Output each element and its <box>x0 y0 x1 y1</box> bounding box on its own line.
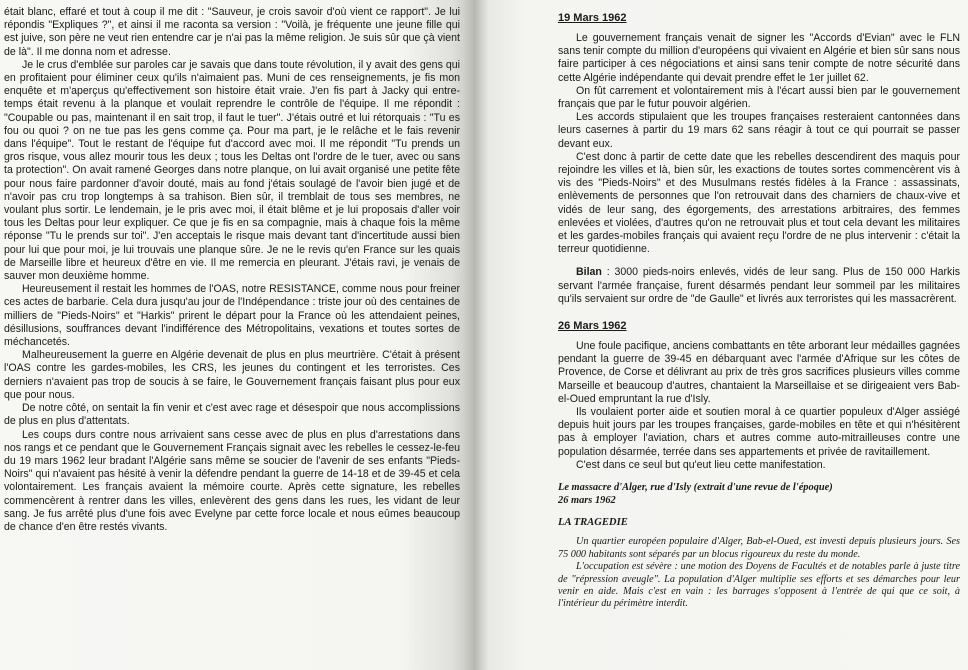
left-page <box>0 0 470 670</box>
left-paragraph-2: Je le crus d'emblée sur paroles car je savais que dans toute révolution, il y avait des gens qui en profitaient pour éliminer ceux qu'ils n'aimaient pas. Muni de ces renseignements, je fis mon enquête et m'aperçus qu'effectivement son histoire était vraie. J'en fis part à Jacky qui entre-temps était revenu à la planque et voulait reprendre le contrôle de l'équipe. Il me répondit : "Coupable ou pas, maintenant il en sait trop, il faut le tuer". J'étais outré et lui rétorquais : "Tu es fou ou quoi ? on ne tue pas les gens comme ça. Pour ma part, je le relâche et le fais revenir dans l'équipe". Tout le restant de l'équipe fut d'accord avec moi. Il me répondit "Tu prends un gros risque, vous allez mourir tous les deux ; tous les Deltas ont l'ordre de le tuer, avec ou sans ta protection". On avait ramené Georges dans notre planque, on lui avait organisé une petite fête pour nous faire pardonner d'avoir douté, mais au fond j'étais soulagé de l'avoir bien jugé et de n'avoir pas cru trop longtemps à sa trahison. Bien sûr, il tremblait de tous ses membres, ne voulant plus sortir. Le lendemain, je le pris avec moi, il était blême et je lui proposais d'aller voir tous les Deltas pour leur expliquer. Ce que je fis en sa compagnie, mais à chaque fois la même réponse "Tu le prends sur toi". J'en acceptais le risque mais devant tant d'incertitude aussi bien pour lui que pour moi, je lui trouvais une planque sûre. Je ne le revis qu'en France sur les quais de Marseille libre et heureux d'être en vie. Il me remercia en pleurant. J'étais ravi, je venais de sauver mon deuxième homme. <box>4 58 460 283</box>
extract-paragraph-2: L'occupation est sévère : une motion des Doyens de Facultés et de notables parle à juste titre de "répression aveugle". La population d'Alger multiplie ses efforts et ses démarches pour leur venir en aide. Mais c'est en vain : les barrages s'opposent à l'entrée de qui que ce soit, à l'intérieur du périmètre interdit. <box>558 561 960 610</box>
left-paragraph-1: était blanc, effaré et tout à coup il me dit : "Sauveur, je crois savoir d'où vient ce rapport". Je lui répondis "Expliques ?", et ainsi il me raconta sa version : "Voilà, je fréquente une jeune fille qui est juive, son père ne veut rien entendre car je n'ai pas la même religion. Je suis sûr que çà vient de là". Il me donna nom et adresse. <box>4 6 460 58</box>
extract-paragraph-1: Un quartier européen populaire d'Alger, Bab-el-Oued, est investi depuis plusieurs jours. Ses 75 000 habitants sont séparés par un blocus rigoureux du reste du monde. <box>558 536 960 560</box>
bilan-paragraph <box>558 266 960 306</box>
right-paragraph-6: Ils voulaient porter aide et soutien moral à ce quartier populeux d'Alger assiégé depuis huit jours par les troupes françaises, garde-mobiles en tête et qui n'hésitèrent pas à employer l'aviation, chars et autres comme auto-mitrailleuses contre une population désarmée, terrée dans ses appartements et privée de ravitaillement. <box>558 406 960 458</box>
bilan-text: : 3000 pieds-noirs enlevés, vidés de leur sang. Plus de 150 000 Harkis servant l'armée française, furent désarmés pendant leur sommeil par les militaires qu'ils servaient sur ordre de "de Gaulle" et livrés aux terroristes qui les massacrèrent. <box>558 266 960 305</box>
right-paragraph-7: C'est dans ce seul but qu'eut lieu cette manifestation. <box>576 458 826 471</box>
right-paragraph-2: On fût carrement et volontairement mis à l'écart aussi bien par le gouvernement français que par le futur pouvoir algérien. <box>558 84 960 111</box>
section-date-26-mars: 26 Mars 1962 <box>558 320 627 333</box>
right-paragraph-3: Les accords stipulaient que les troupes françaises resteraient cantonnées dans leurs casernes à partir du 19 mars 62 sans réagir à tout ce qui pourrait se passer devant eux. <box>558 111 960 150</box>
extract-title: Le massacre d'Alger, rue d'Isly (extrait d'une revue de l'époque) <box>558 482 833 494</box>
right-page <box>488 0 968 670</box>
book-gutter <box>462 0 490 670</box>
right-paragraph-1: Le gouvernement français venait de signer les "Accords d'Evian" avec le FLN sans tenir compte du million d'européens qui vivaient en Algérie et bien sûr sans nous faire participer à ces négociations et ainsi sans tenir compte de notre sécurité dans cette Algérie indépendante qui devait prendre effet le 1er juillet 62. <box>558 32 960 84</box>
tragedie-heading: LA TRAGEDIE <box>558 517 628 529</box>
left-paragraph-3: Heureusement il restait les hommes de l'OAS, notre RESISTANCE, comme nous pour freiner ces actes de barbarie. Cela dura jusqu'au jour de l'Indépendance : triste jour où des centaines de milliers de "Pieds-Noirs" et "Harkis" prirent le départ pour la France où les attendaient peines, désillusions, souffrances devant l'indifférence des Métropolitains, vexations et toutes sortes de méchancetés. <box>4 283 460 349</box>
bilan-label: Bilan <box>576 266 602 279</box>
right-paragraph-4: C'est donc à partir de cette date que les rebelles descendirent des maquis pour rejoindre les villes et là, bien sûr, les exactions de toutes sortes commencèrent vis à vis des "Pieds-Noirs" et des Musulmans restés fidèles à la France : assassinats, enlèvements de personnes que l'on retrouvait dans des charniers de chaux-vive et vidés de leur sang, des égorgements, des arrestations arbitraires, des femmes enlevées et violées, d'autres qu'on ne retrouvait plus et tout cela devant les militaires et les gardes-mobiles français qui avaient reçu l'ordre de ne plus intervenir : c'était la terreur quotidienne. <box>558 150 960 256</box>
section-date-19-mars: 19 Mars 1962 <box>558 12 627 24</box>
left-paragraph-4: Malheureusement la guerre en Algérie devenait de plus en plus meurtrière. C'était à présent l'OAS contre les gardes-mobiles, les CRS, les jeunes du contingent et les terroristes. Ces derniers n'avaient pas trop de soucis à se faire, le Gouvernement français faisant plus pour eux que pour nous. <box>4 349 460 401</box>
left-paragraph-6: Les coups durs contre nous arrivaient sans cesse avec de plus en plus d'arrestations dans nos rangs et ce pendant que le Gouvernement Français signait avec les rebelles le cessez-le-feu du 19 mars 1962 leur bradant l'Algérie sans même se soucier de l'avenir de ses enfants "Pieds-Noirs" qui n'avaient pas hésité à venir la défendre pendant la guerre de 14-18 et de 39-45 et cela volontairement. Les français avaient la mémoire courte. Après cette signature, les rebelles commencèrent à rentrer dans les villes, enlevèrent des gens dans les rues, les vidant de leur sang. Je fus arrêté plus d'une fois avec Evelyne par cette force locale et nous eûmes beaucoup de chance d'en être restés vivants. <box>4 428 460 533</box>
left-paragraph-5: De notre côté, on sentait la fin venir et c'est avec rage et désespoir que nous accomplissions de plus en plus d'attentats. <box>4 402 460 428</box>
extract-date: 26 mars 1962 <box>558 494 616 506</box>
right-paragraph-5: Une foule pacifique, anciens combattants en tête arborant leur médailles gagnées pendant la guerre de 39-45 en débarquant avec l'armée d'Afrique sur les côtes de Provence, de Corse et délivrant au prix de très gros sacrifices plusieurs villes comme Marseille et beaucoup d'autres, chantaient la Marseillaise et se dirigeaient vers Bab-el-Oued empruntant la rue d'Isly. <box>558 340 960 405</box>
